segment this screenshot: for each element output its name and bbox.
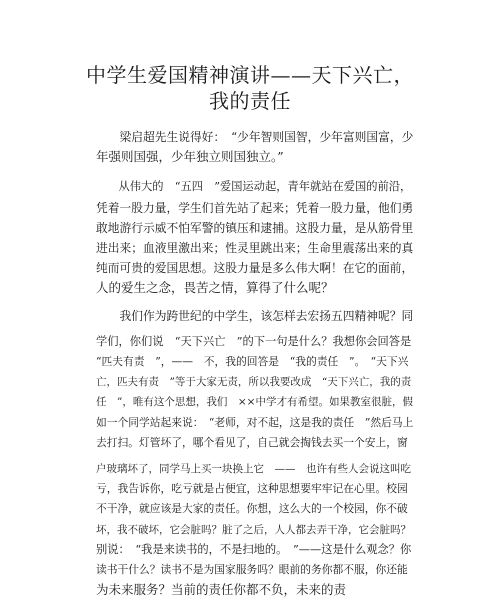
text-line: 我们作为跨世纪的中学生，该怎样去宏扬五四精神呢？同 bbox=[96, 308, 414, 323]
text-line: 纯而可贵的爱国思想。这股力量是多么伟大啊！在它的面前， bbox=[96, 261, 414, 276]
text-line: 进出来；血液里激出来；性灵里跳出来；生命里震荡出来的真 bbox=[96, 241, 414, 256]
text-line: 从伟大的 “五四 ”爱国运动起，青年就站在爱国的前沿， bbox=[96, 180, 412, 194]
text-line: 别说： “我是来读书的，不是扫地的。 ”——这是什么观念？你 bbox=[96, 542, 412, 556]
text-line: 人的爱生之念，畏苦之情，算得了什么呢？ bbox=[96, 280, 334, 296]
paragraph-may-fourth bbox=[96, 177, 414, 298]
document-body bbox=[96, 127, 414, 600]
text-line: 学们，你们说 “天下兴亡 ”的下一句是什么？我想你会回答是 bbox=[96, 334, 412, 348]
text-line: 梁启超先生说得好： “少年智则国智，少年富则国富，少 bbox=[96, 130, 414, 144]
paragraph-quote bbox=[96, 127, 414, 167]
text-line: 亏，我告诉你，吃亏就是占便宜，这种思想要牢牢记在心里。校园 bbox=[96, 482, 408, 496]
text-line: 年强则国强，少年独立则国独立。” bbox=[96, 149, 284, 165]
text-line: 坏，我不破坏，它会脏吗？脏了之后，人人都去弄干净，它会脏吗？ bbox=[96, 523, 411, 536]
text-line: 凭着一股力量，学生们首先站了起来；凭着一股力量，他们勇 bbox=[96, 200, 414, 215]
text-line: 不干净，就应该是大家的责任。你想，这么大的一个校园，你不破 bbox=[96, 502, 408, 516]
text-line: 户玻璃坏了，同学马上买一块换上它 —— 也许有些人会说这叫吃 bbox=[96, 463, 411, 476]
text-line: 如一个同学站起来说： “老师，对不起，这是我的责任 ”然后马上 bbox=[96, 415, 414, 429]
text-line: 为未来服务？当前的责任你都不负，未来的责 bbox=[96, 582, 347, 598]
text-line: 读书干什么？读书不是为国家服务吗？眼前的务你都不服，你还能 bbox=[96, 563, 408, 577]
text-line: 亡，匹夫有责 ”等于大家无责，所以我要改成 “天下兴亡，我的责 bbox=[96, 376, 412, 389]
text-line: 去打扫。灯管坏了，哪个看见了，自己就会掏钱去买一个安上，窗 bbox=[96, 435, 408, 449]
title-line-2: 我的责任 bbox=[209, 89, 291, 113]
paragraph-responsibility bbox=[96, 306, 414, 600]
text-line: 任 ”，唯有这个思想，我们 ××中学才有希望。如果教室很脏，假 bbox=[96, 396, 413, 409]
text-line: 敢地游行示威不怕军警的镇压和逮捕。这股力量，是从筋骨里 bbox=[96, 220, 414, 235]
text-line: “匹夫有责 ”，—— 不，我的回答是 “我的责任 ”。 “天下兴 bbox=[96, 355, 409, 369]
title-line-1: 中学生爱国精神演讲——天下兴亡， bbox=[86, 63, 414, 87]
page-title bbox=[70, 62, 430, 114]
